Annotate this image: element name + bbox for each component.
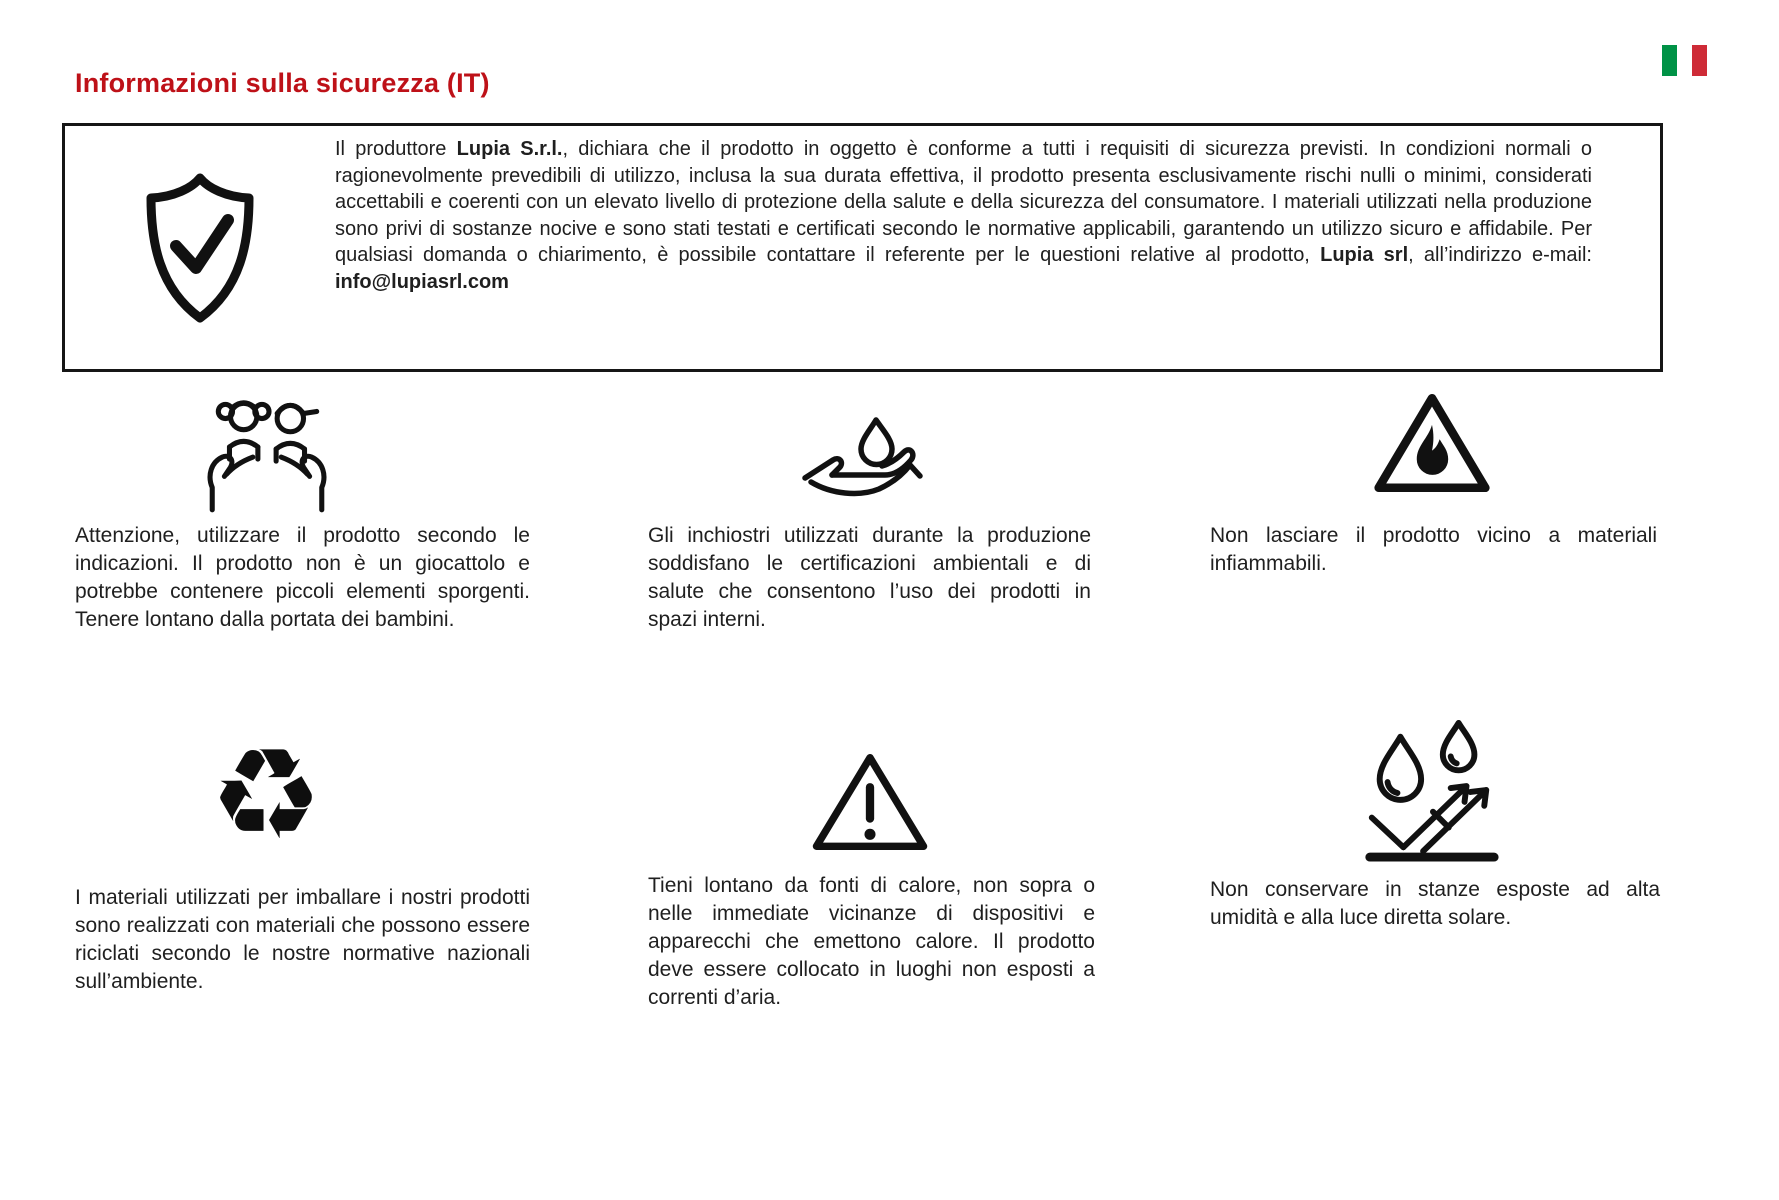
flag-white-stripe [1677,45,1692,76]
section-text-humidity: Non conservare in stanze esposte ad alta umidità e alla luce diretta solare. [1210,878,1660,929]
company-name: Lupia srl [1320,244,1409,267]
ink-hand-drop-icon [798,416,930,508]
shield-check-icon [65,126,335,369]
contact-email: info@lupiasrl.com [335,270,509,293]
declaration-box [62,123,1663,372]
declaration-text [335,126,1660,306]
flammable-warning-icon [1372,390,1492,496]
flag-red-stripe [1692,45,1707,76]
manufacturer-name: Lupia S.r.l. [456,138,563,160]
heat-warning-icon [810,750,930,854]
children-keep-away-icon [196,386,338,515]
section-text-inks: Gli inchiostri utilizzati durante la produzione soddisfano le certificazioni ambientali e di salute che consentono l’uso dei prodotti in spazi interni. [648,524,1091,631]
humidity-sunlight-icon [1356,720,1504,862]
section-text-flammable: Non lasciare il prodotto vicino a materiali infiammabili. [1210,524,1657,575]
italy-flag-icon [1662,45,1707,76]
declaration-text-part: Il produttore [335,138,457,160]
flag-green-stripe [1662,45,1677,76]
page-title: Informazioni sulla sicurezza (IT) [75,68,490,98]
section-text-children: Attenzione, utilizzare il prodotto secondo le indicazioni. Il prodotto non è un giocattolo e potrebbe contenere piccoli elementi sporgenti. Tenere lontano dalla portata dei bambini. [75,524,530,631]
recycle-icon: ♻ [209,724,323,865]
declaration-text-part: , all’indirizzo e-mail: [1408,244,1592,267]
section-text-heat: Tieni lontano da fonti di calore, non sopra o nelle immediate vicinanze di dispositivi e apparecchi che emettono calore. Il prodotto deve essere collocato in luoghi non esposti a correnti d’aria. [648,874,1095,1009]
section-text-recycle: I materiali utilizzati per imballare i nostri prodotti sono realizzati con materiali che possono essere riciclati secondo le nostre normative nazionali sull’ambiente. [75,886,530,993]
declaration-text-part: , dichiara che il prodotto in oggetto è conforme a tutti i requisiti di sicurezza previsti. In condizioni normali o ragionevolmente prevedibili di utilizzo, inclusa la sua durata effettiva, il prodotto presenta esclusivamente rischi nulli o minimi, considerati accettabili e coerenti con un elevato livello di protezione della salute e della sicurezza del consumatore. I materiali utilizzati nella produzione sono privi di sostanze nocive e sono stati testati e certificati secondo le normative applicabili, garantendo un utilizzo sicuro e affidabile. Per qualsiasi domanda o chiarimento, è possibile contattare il referente per le questioni relative al prodotto, [335,138,1593,267]
